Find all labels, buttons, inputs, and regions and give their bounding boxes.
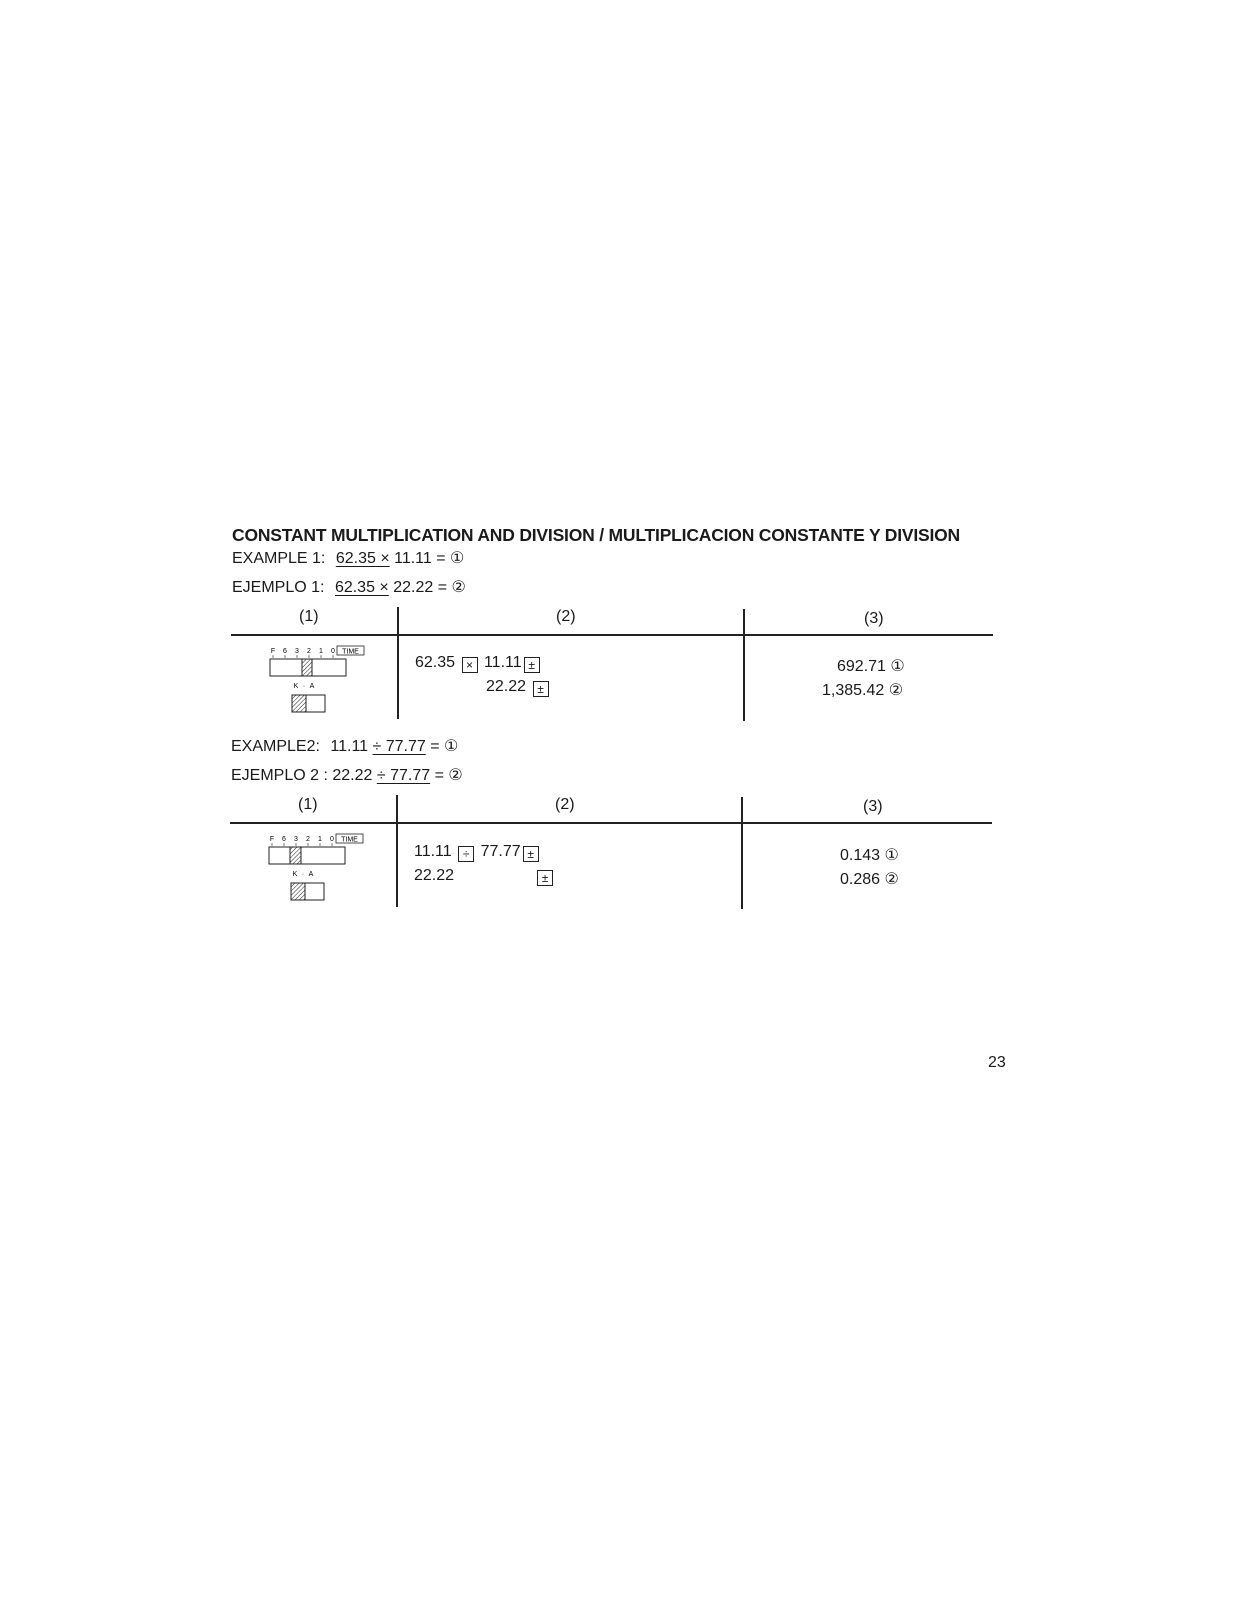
example-label: EXAMPLE2:: [231, 738, 320, 755]
page-number: 23: [988, 1054, 1006, 1071]
column-divider: [743, 609, 745, 721]
selector-label: K: [292, 871, 298, 878]
equation-rest: =: [434, 767, 444, 784]
decimal-slider-knob: [302, 659, 312, 676]
equals-key-icon: ±: [523, 846, 539, 862]
equals-key-icon: ±: [524, 657, 540, 673]
column-divider: [397, 607, 399, 719]
selector-label: 3: [294, 836, 298, 843]
decimal-slider-knob: [290, 847, 301, 864]
circled-marker: ①: [884, 847, 899, 864]
column-header-1: (1): [298, 796, 318, 813]
rounding-slider-knob: [292, 695, 306, 712]
selector-label: K: [293, 683, 299, 690]
equation-pre: 11.11: [330, 738, 369, 755]
equation-underlined: ÷ 77.77: [376, 767, 431, 784]
example-label: EXAMPLE 1:: [232, 550, 326, 567]
example1-line1: [232, 548, 464, 568]
selector-label: 3: [295, 648, 299, 655]
example2-line1: [231, 736, 458, 756]
selector-label: 6: [283, 648, 287, 655]
column-divider: [396, 795, 398, 907]
table-rule: [230, 822, 992, 824]
circled-marker: ②: [448, 767, 463, 784]
circled-marker: ①: [450, 550, 465, 567]
entry-number: 11.11: [414, 843, 452, 860]
equation-pre: 22.22: [332, 767, 373, 784]
rounding-slider-knob: [291, 883, 305, 900]
selector-label: A: [309, 683, 315, 690]
circled-marker: ②: [884, 871, 899, 888]
circled-marker: ①: [444, 738, 459, 755]
equation-underlined: 62.35 ×: [334, 579, 389, 596]
selector-label: 1: [318, 836, 322, 843]
selector-label: A: [308, 871, 314, 878]
selector-label: ·: [302, 683, 306, 690]
selector-label: 6: [282, 836, 286, 843]
column-header-3: (3): [864, 610, 884, 627]
selector-label: 2: [306, 836, 310, 843]
equation-rest: 11.11 =: [394, 550, 446, 567]
table-row: [414, 843, 541, 862]
equation-underlined: ÷ 77.77: [372, 738, 426, 755]
column-header-3: (3): [863, 798, 883, 815]
circled-marker: ②: [451, 579, 466, 596]
time-label: TIME: [342, 648, 359, 656]
multiply-key-icon: ×: [462, 657, 478, 673]
selector-label: 2: [307, 648, 311, 655]
column-header-2: (2): [556, 608, 576, 625]
table-row-key: [535, 867, 555, 886]
equation-rest: =: [430, 738, 440, 755]
equation-underlined: 62.35 ×: [335, 550, 390, 567]
example2-line2: [231, 765, 463, 785]
entry-number: 22.22: [486, 678, 527, 695]
column-header-1: (1): [299, 608, 319, 625]
result-value: 692.71: [837, 658, 886, 675]
selector-label: 0: [331, 648, 335, 655]
example-label: EJEMPLO 1:: [232, 579, 325, 596]
selector-switch-diagram: [266, 644, 370, 714]
divide-key-icon: ÷: [458, 846, 474, 862]
table-row: [415, 654, 542, 673]
result-value: 1,385.42: [822, 682, 885, 699]
result-row: [837, 656, 905, 676]
equals-key-icon: ±: [537, 870, 553, 886]
result-value: 0.143: [840, 847, 881, 864]
equals-key-icon: ±: [533, 681, 549, 697]
example-label: EJEMPLO 2 :: [231, 767, 328, 784]
equation-rest: 22.22 =: [393, 579, 448, 596]
result-row: [840, 845, 899, 865]
entry-number: 22.22: [414, 867, 455, 884]
result-row: [822, 680, 903, 700]
selector-label: 0: [330, 836, 334, 843]
entry-number: 77.77: [480, 843, 521, 860]
result-value: 0.286: [840, 871, 881, 888]
selector-label: 1: [319, 648, 323, 655]
circled-marker: ②: [888, 682, 904, 699]
table-rule: [231, 634, 993, 636]
table-row: [486, 678, 551, 697]
selector-switch-diagram: [265, 832, 369, 902]
selector-label: F: [270, 648, 276, 655]
selector-label: ·: [301, 871, 305, 878]
table-row: [414, 867, 454, 885]
example1-line2: [232, 577, 466, 597]
column-header-2: (2): [555, 796, 575, 813]
column-divider: [741, 797, 743, 909]
circled-marker: ①: [890, 658, 905, 675]
entry-number: 62.35: [415, 654, 456, 671]
page-title: CONSTANT MULTIPLICATION AND DIVISION / MULTIPLICACION CONSTANTE Y DIVISION: [232, 525, 960, 545]
selector-label: F: [269, 836, 275, 843]
time-label: TIME: [341, 836, 358, 844]
result-row: [840, 869, 899, 889]
entry-number: 11.11: [483, 654, 522, 671]
